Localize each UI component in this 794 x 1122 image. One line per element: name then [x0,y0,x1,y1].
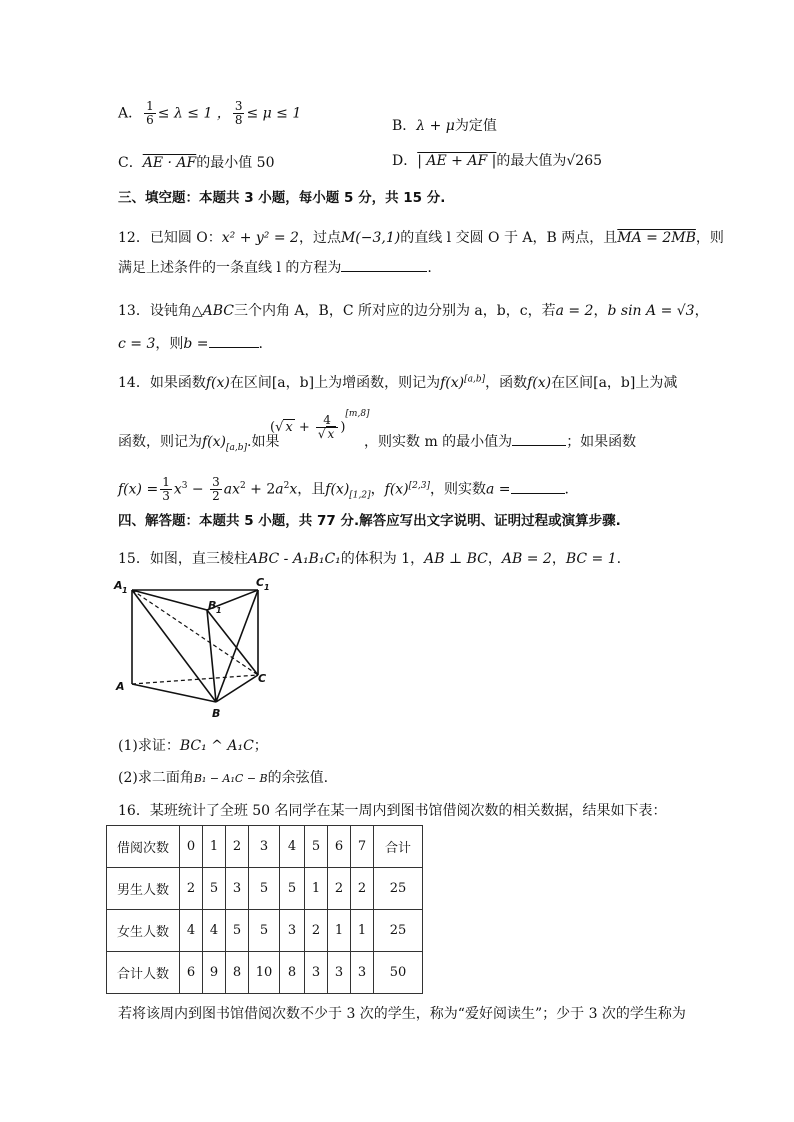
q13-end1: ， [694,303,709,319]
option-c-label: C． [118,155,143,171]
table-row [107,826,423,868]
option-c-text: 的最小值 50 [196,155,275,171]
table-cell: 8 [226,952,249,994]
table-cell: 0 [180,826,203,868]
q14-line3-end: . [564,481,569,498]
q15-part2-end: 的余弦值. [267,770,329,786]
prism-name: ABC - A₁B₁C₁ [247,551,341,567]
expression-superscript: [m,8] [345,408,370,419]
option-b-expr: λ + μ [416,118,455,134]
label-c1-sub: 1 [264,583,270,592]
notation-12: [1,2] [349,490,371,501]
answer-blank-12[interactable] [341,271,427,272]
q15-part1-end: ； [253,738,268,754]
q14-line3-text-b: ，且 [297,481,326,498]
option-c-expr: AE · AF [142,155,197,171]
table-cell: 5 [249,868,280,910]
sqrt-expression: (√ x + $\frac{4}{√ x}$ )[m,8] [270,408,370,441]
table-cell: 2 [226,826,249,868]
question-14-line2 [118,431,279,453]
fx-decreasing: f(x) [202,434,227,450]
row-header-cell: 借阅次数 [107,826,180,868]
table-cell: 2 [180,868,203,910]
cond-perp: AB ⊥ BC [424,551,488,567]
option-d [392,150,602,170]
q12-text-c: 的直线 l 交圆 O 于 A，B 两点，且 [400,230,618,246]
fx-3: f(x) [325,481,350,498]
q13-text-then: ，则 [155,336,184,352]
table-cell: 2 [351,868,374,910]
condition-a: a = 2 [555,303,594,319]
condition-c: c = 3 [118,336,156,352]
table-cell: 10 [249,952,280,994]
question-16-line1: 16．某班统计了全班 50 名同学在某一周内到图书馆借阅次数的相关数据，结果如下表： [118,803,667,819]
q15-text-b: 的体积为 1， [340,551,425,567]
cond-ab: AB = 2 [501,551,552,567]
vector-condition: MA = 2MB [617,230,696,246]
q14-line3-sep: ， [370,481,385,498]
table-cell: 2 [328,868,351,910]
table-cell: 4 [203,910,226,952]
q14-line2-text-b: .如果 [247,434,280,450]
table-cell: 5 [305,826,328,868]
answer-blank-14a[interactable] [512,445,566,446]
increasing-notation: [a,b] [464,374,486,385]
table-cell: 5 [280,868,305,910]
table-cell: 5 [249,910,280,952]
row-header-cell: 合计人数 [107,952,180,994]
question-13-line2 [118,333,263,353]
circle-equation: x² + y² = 2 [221,230,299,246]
q13-end2: . [258,336,263,352]
q14-line2-text-a: 函数，则记为 [118,434,202,450]
option-b-label: B． [392,118,417,134]
table-cell: 6 [180,952,203,994]
decreasing-notation: [a,b] [226,442,248,453]
table-cell: 4 [180,910,203,952]
q12-text-b: ，过点 [298,230,341,246]
question-15-part1 [118,735,268,755]
fx-1: f(x) [205,375,230,391]
fraction-2: $\frac{3}{8}$ [234,99,243,127]
option-a-label: A． [118,105,143,122]
question-15-part2 [118,767,328,787]
table-cell: 5 [226,910,249,952]
q15-part2-expr: B₁ − A₁C − B [193,772,268,785]
label-b1: B [208,599,217,612]
table-cell: 1 [351,910,374,952]
label-a1-sub: 1 [122,586,128,595]
q14-line2-text-c: ，则实数 m 的最小值为 [364,434,513,450]
q15-text-a: 15．如图，直三棱柱 [118,551,248,567]
row-header-cell: 女生人数 [107,910,180,952]
label-a1: A [114,579,123,592]
q14-text-c: ，函数 [485,375,528,391]
label-a: A [116,680,125,693]
point-m: M(−3,1) [340,230,401,246]
question-14-line1 [118,372,677,392]
table-cell: 7 [351,826,374,868]
table-cell: 3 [305,952,328,994]
q12-line2-end: . [427,260,432,276]
option-b-text: 为定值 [454,118,497,134]
q12-line2-text: 满足上述条件的一条直线 l 的方程为 [118,260,342,276]
table-cell: 4 [280,826,305,868]
question-16-line2: 若将该周内到图书馆借阅次数不少于 3 次的学生，称为“爱好阅读生”；少于 3 次的学生称为 [118,1006,686,1022]
borrow-table [106,825,423,994]
label-c: C [258,672,267,685]
label-b1-sub: 1 [216,606,222,615]
table-cell: 3 [249,826,280,868]
table-cell: 5 [203,868,226,910]
table-row [107,868,423,910]
table-cell: 6 [328,826,351,868]
table-cell: 9 [203,952,226,994]
question-15-line1: 15．如图，直三棱柱ABC - A₁B₁C₁的体积为 1，AB ⊥ BC，AB = 2，BC = 1. [118,551,622,567]
question-14-line3: f(x) = $\frac{1}{3}$ $x^3$ − $\frac{3}{2}$ $ax^2 + 2a^2x$，且$f(x)_{[1,2]}$，f(x)[2,3]，则实数a = . [118,475,569,503]
q15-part2-text: (2)求二面角 [118,770,194,786]
answer-blank-14b[interactable] [511,493,565,494]
option-d-expr: | AE + AF | [417,153,497,169]
section-3-title: 三、填空题：本题共 3 小题，每小题 5 分，共 15 分. [118,190,446,206]
triangle-abc: △ABC [191,303,234,319]
table-cell: 3 [351,952,374,994]
cond-bc: BC = 1 [565,551,617,567]
section-4-title: 四、解答题：本题共 5 小题，共 77 分.解答应写出文字说明、证明过程或演算步骤. [118,513,621,529]
table-row [107,952,423,994]
condition-bsina: b sin A = √3 [607,303,695,319]
label-b: B [212,707,221,720]
table-cell: 1 [328,910,351,952]
fx-2: f(x) [527,375,552,391]
notation-23: [2,3] [408,480,430,491]
q14-text-d: 在区间[a，b]上为减 [551,375,678,391]
q15-part1-expr: BC₁ ^ A₁C [179,738,254,754]
fx-increasing: f(x) [440,375,465,391]
question-12-line1 [118,227,724,247]
option-d-value: √265 [566,153,603,169]
q13-text-a: 13．设钝角 [118,303,192,319]
q13-text-b: 三个内角 A，B，C 所对应的边分别为 a，b，c，若 [233,303,556,319]
question-12-line2 [118,257,432,277]
table-cell: 1 [203,826,226,868]
prism-figure [112,572,278,720]
fx-4: f(x) [384,481,409,498]
question-14-line2-right [364,431,636,451]
fraction-1: $\frac{1}{6}$ [146,99,154,127]
table-cell: 3 [280,910,305,952]
q14-line2-text-d: ；如果函数 [566,434,637,450]
option-a-expr2: ≤ μ ≤ 1 [246,105,302,122]
table-row [107,910,423,952]
table-cell: 合计 [374,826,423,868]
table-cell: 3 [226,868,249,910]
option-d-text: 的最大值为 [496,153,567,169]
label-c1: C [256,576,265,589]
q12-text-d: ，则 [695,230,724,246]
table-cell: 8 [280,952,305,994]
q14-line3-text-f: ，则实数 [430,481,486,498]
a-equals: a = [486,481,511,498]
q14-text-b: 在区间[a，b]上为增函数，则记为 [229,375,441,391]
q15-part1-text: (1)求证： [118,738,180,754]
option-a-expr1: ≤ λ ≤ 1 ， [157,105,231,122]
table-cell: 25 [374,868,423,910]
question-13-line1 [118,300,709,320]
answer-blank-13[interactable] [209,347,259,348]
option-c [118,152,275,172]
table-cell: 2 [305,910,328,952]
option-d-label: D． [392,153,418,169]
b-equals: b = [183,336,209,352]
q12-text-a: 12．已知圆 O： [118,230,222,246]
q13-sep: ， [593,303,608,319]
table-cell: 3 [328,952,351,994]
option-a [118,100,301,127]
table-cell: 25 [374,910,423,952]
q14-text-a: 14．如果函数 [118,375,206,391]
table-cell: 50 [374,952,423,994]
table-cell: 1 [305,868,328,910]
row-header-cell: 男生人数 [107,868,180,910]
option-b [392,115,497,135]
fx-definition: f(x) = [118,481,159,498]
